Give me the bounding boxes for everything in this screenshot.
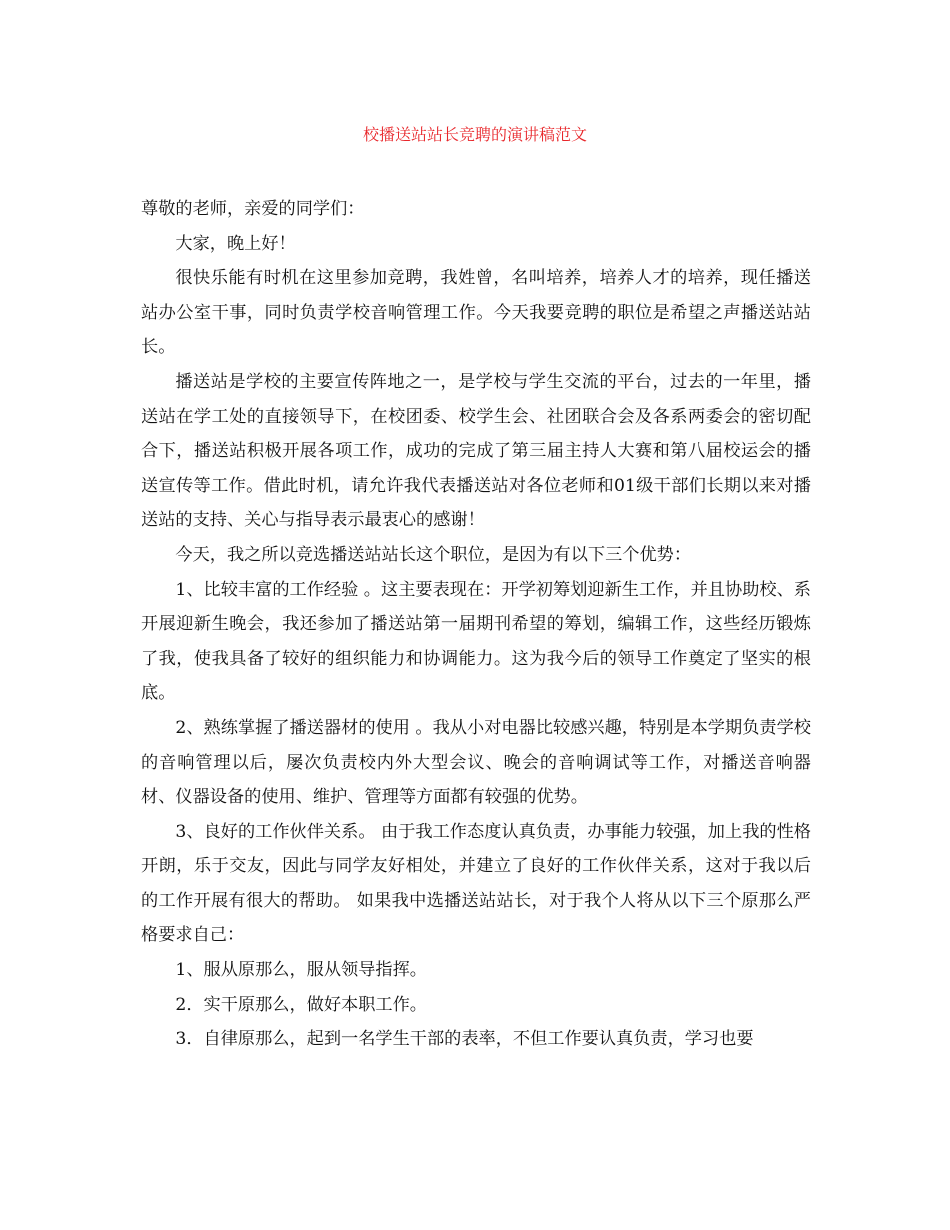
paragraph-greeting: 大家，晚上好！ — [175, 233, 296, 254]
paragraph-advantage-2: 2、熟练掌握了播送器材的使用 。我从小对电器比较感兴趣，特别是本学期负责学校的音响管理以后，屡次负责校内外大型会议、晚会的音响调试等工作，对播送音响器材、仪器设备的使用、维护、管理等方面都有较强的优势。 — [141, 717, 811, 808]
paragraph-advantage-1: 1、比较丰富的工作经验 。这主要表现在：开学初筹划迎新生工作，并且协助校、系开展迎新生晚会，我还参加了播送站第一届期刊希望的筹划，编辑工作，这些经历锻炼了我，使我具备了较好的组织能力和协调能力。这为我今后的领导工作奠定了坚实的根底。 — [141, 579, 811, 704]
salutation: 尊敬的老师，亲爱的同学们： — [141, 199, 365, 219]
paragraph-principle-1: 1、服从原那么，服从领导指挥。 — [175, 960, 427, 981]
paragraph-advantage-3: 3、良好的工作伙伴关系。 由于我工作态度认真负责，办事能力较强，加上我的性格开朗，乐于交友，因此与同学友好相处，并建立了良好的工作伙伴关系，这对于我以后的工作开展有很大的帮助。 如果我中选播送站站长，对于我个人将从以下三个原那么严格要求自己： — [141, 821, 811, 946]
document-title: 校播送站站长竞聘的演讲稿范文 — [362, 125, 587, 144]
paragraph-station-overview: 播送站是学校的主要宣传阵地之一，是学校与学生交流的平台，过去的一年里，播送站在学工处的直接领导下，在校团委、校学生会、社团联合会及各系两委会的密切配合下，播送站积极开展各项工作，成功的完成了第三届主持人大赛和第八届校运会的播送宣传等工作。借此时机，请允许我代表播送站对各位老师和01级干部们长期以来对播送站的支持、关心与指导表示最衷心的感谢！ — [141, 371, 811, 531]
paragraph-introduction: 很快乐能有时机在这里参加竞聘，我姓曾，名叫培养，培养人才的培养，现任播送站办公室干事，同时负责学校音响管理工作。今天我要竞聘的职位是希望之声播送站站长。 — [141, 268, 811, 358]
paragraph-principle-3: 3．自律原那么，起到一名学生干部的表率，不但工作要认真负责，学习也要 — [175, 1029, 754, 1050]
document-body — [141, 192, 811, 1057]
paragraph-advantages-intro: 今天，我之所以竞选播送站站长这个职位，是因为有以下三个优势： — [175, 544, 692, 565]
paragraph-principle-2: 2．实干原那么，做好本职工作。 — [175, 994, 427, 1015]
